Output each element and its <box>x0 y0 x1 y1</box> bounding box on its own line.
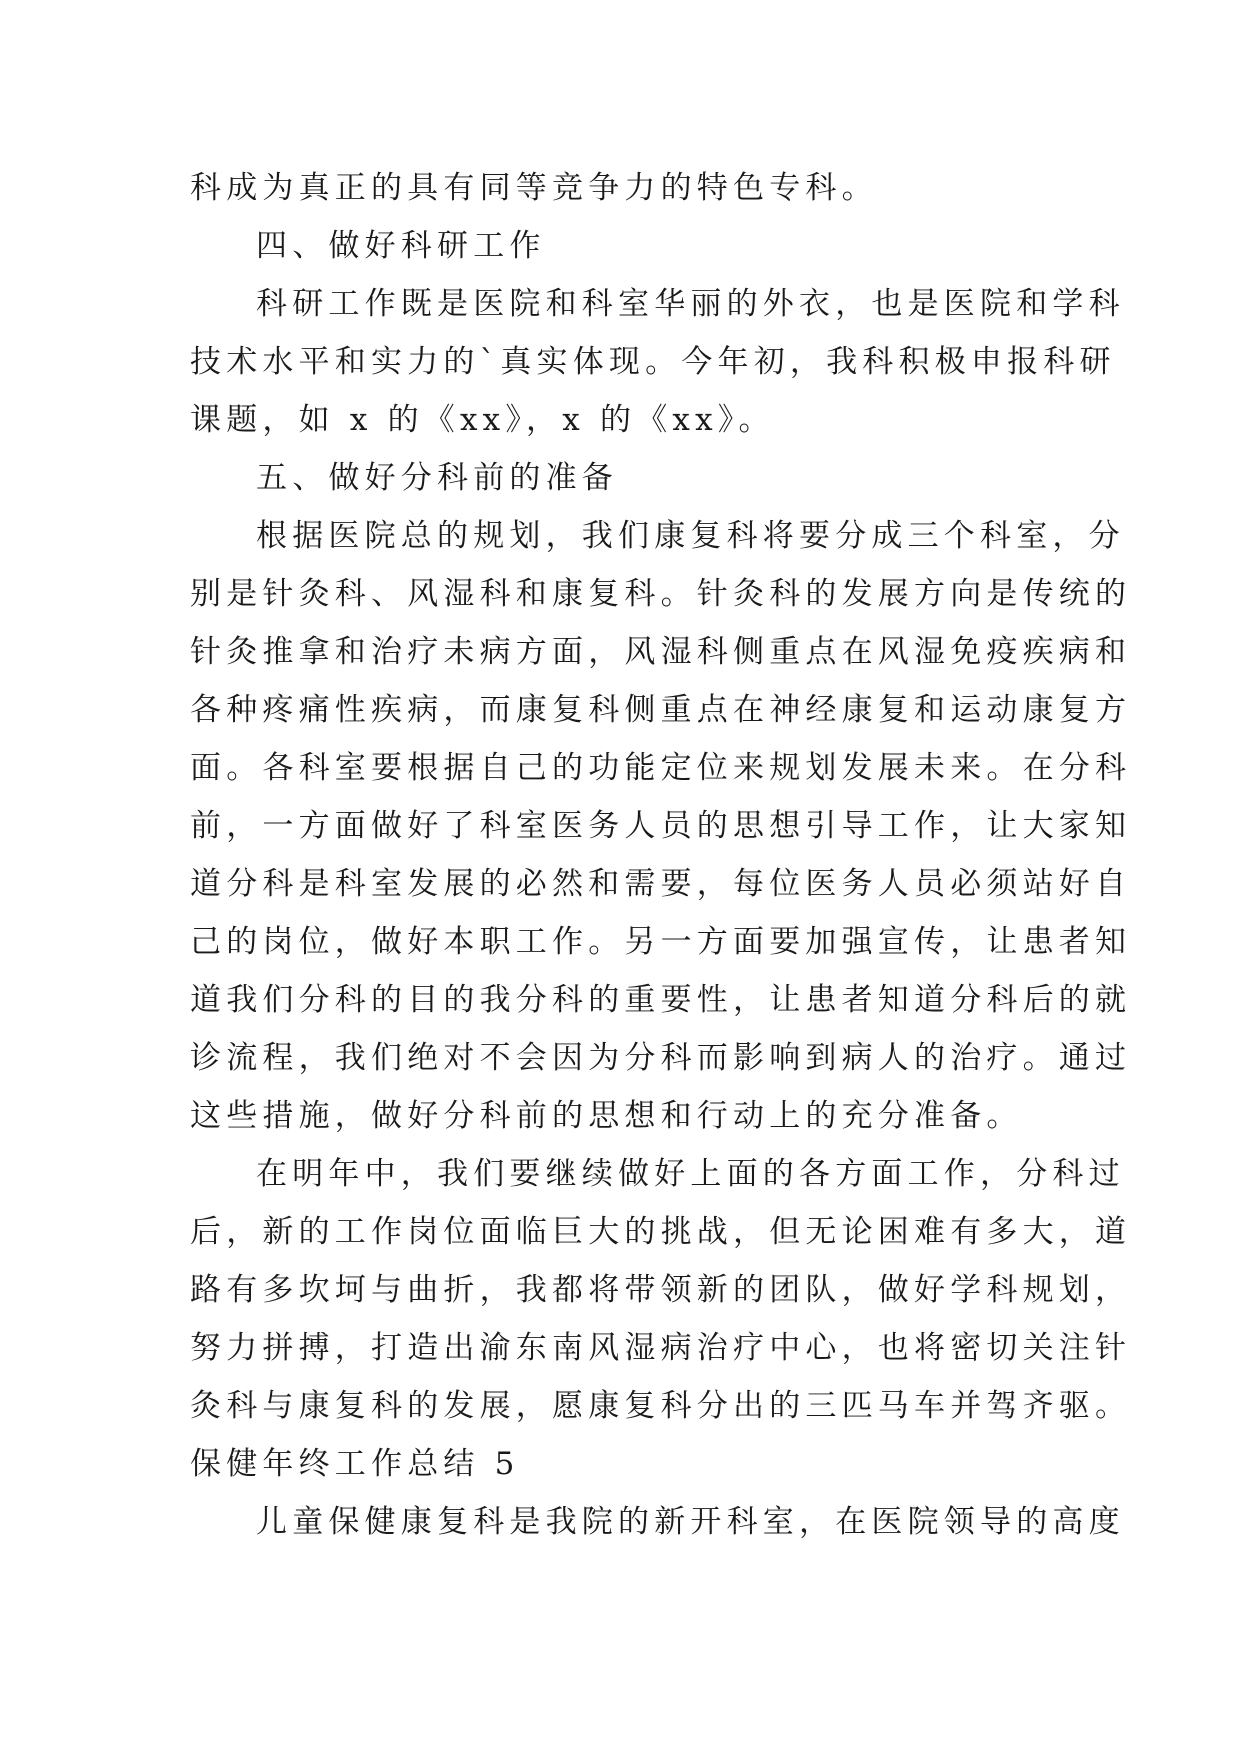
text-line: 这些措施，做好分科前的思想和行动上的充分准备。 <box>190 1098 1023 1134</box>
section-heading: 五、做好分科前的准备 <box>256 460 618 496</box>
text-line: 前，一方面做好了科室医务人员的思想引导工作，让大家知 <box>190 808 1132 844</box>
text-line: 路有多坎坷与曲折，我都将带领新的团队，做好学科规划， <box>190 1272 1132 1308</box>
text-line: 根据医院总的规划，我们康复科将要分成三个科室，分 <box>256 518 1125 554</box>
text-line: 各种疼痛性疾病，而康复科侧重点在神经康复和运动康复方 <box>190 692 1132 728</box>
section-heading: 四、做好科研工作 <box>256 228 546 264</box>
text-line: 技术水平和实力的`真实体现。今年初，我科积极申报科研 <box>190 344 1116 380</box>
text-line: 道我们分科的目的我分科的重要性，让患者知道分科后的就 <box>190 982 1132 1018</box>
text-line: 后，新的工作岗位面临巨大的挑战，但无论困难有多大，道 <box>190 1214 1132 1250</box>
text-line: 面。各科室要根据自己的功能定位来规划发展未来。在分科 <box>190 750 1132 786</box>
text-line: 儿童保健康复科是我院的新开科室，在医院领导的高度 <box>256 1504 1125 1540</box>
text-line: 在明年中，我们要继续做好上面的各方面工作，分科过 <box>256 1156 1125 1192</box>
text-line: 努力拼搏，打造出渝东南风湿病治疗中心，也将密切关注针 <box>190 1330 1132 1366</box>
text-line: 科研工作既是医院和科室华丽的外衣，也是医院和学科 <box>256 286 1125 322</box>
text-line: 道分科是科室发展的必然和需要，每位医务人员必须站好自 <box>190 866 1132 902</box>
document-heading: 保健年终工作总结 5 <box>190 1446 520 1482</box>
text-line: 科成为真正的具有同等竞争力的特色专科。 <box>190 170 878 206</box>
text-line: 课题，如 x 的《xx》，x 的《xx》。 <box>190 402 775 438</box>
text-line: 诊流程，我们绝对不会因为分科而影响到病人的治疗。通过 <box>190 1040 1132 1076</box>
text-line: 灸科与康复科的发展，愿康复科分出的三匹马车并驾齐驱。 <box>190 1388 1132 1424</box>
text-line: 针灸推拿和治疗未病方面，风湿科侧重点在风湿免疫疾病和 <box>190 634 1132 670</box>
text-line: 己的岗位，做好本职工作。另一方面要加强宣传，让患者知 <box>190 924 1132 960</box>
text-line: 别是针灸科、风湿科和康复科。针灸科的发展方向是传统的 <box>190 576 1132 612</box>
